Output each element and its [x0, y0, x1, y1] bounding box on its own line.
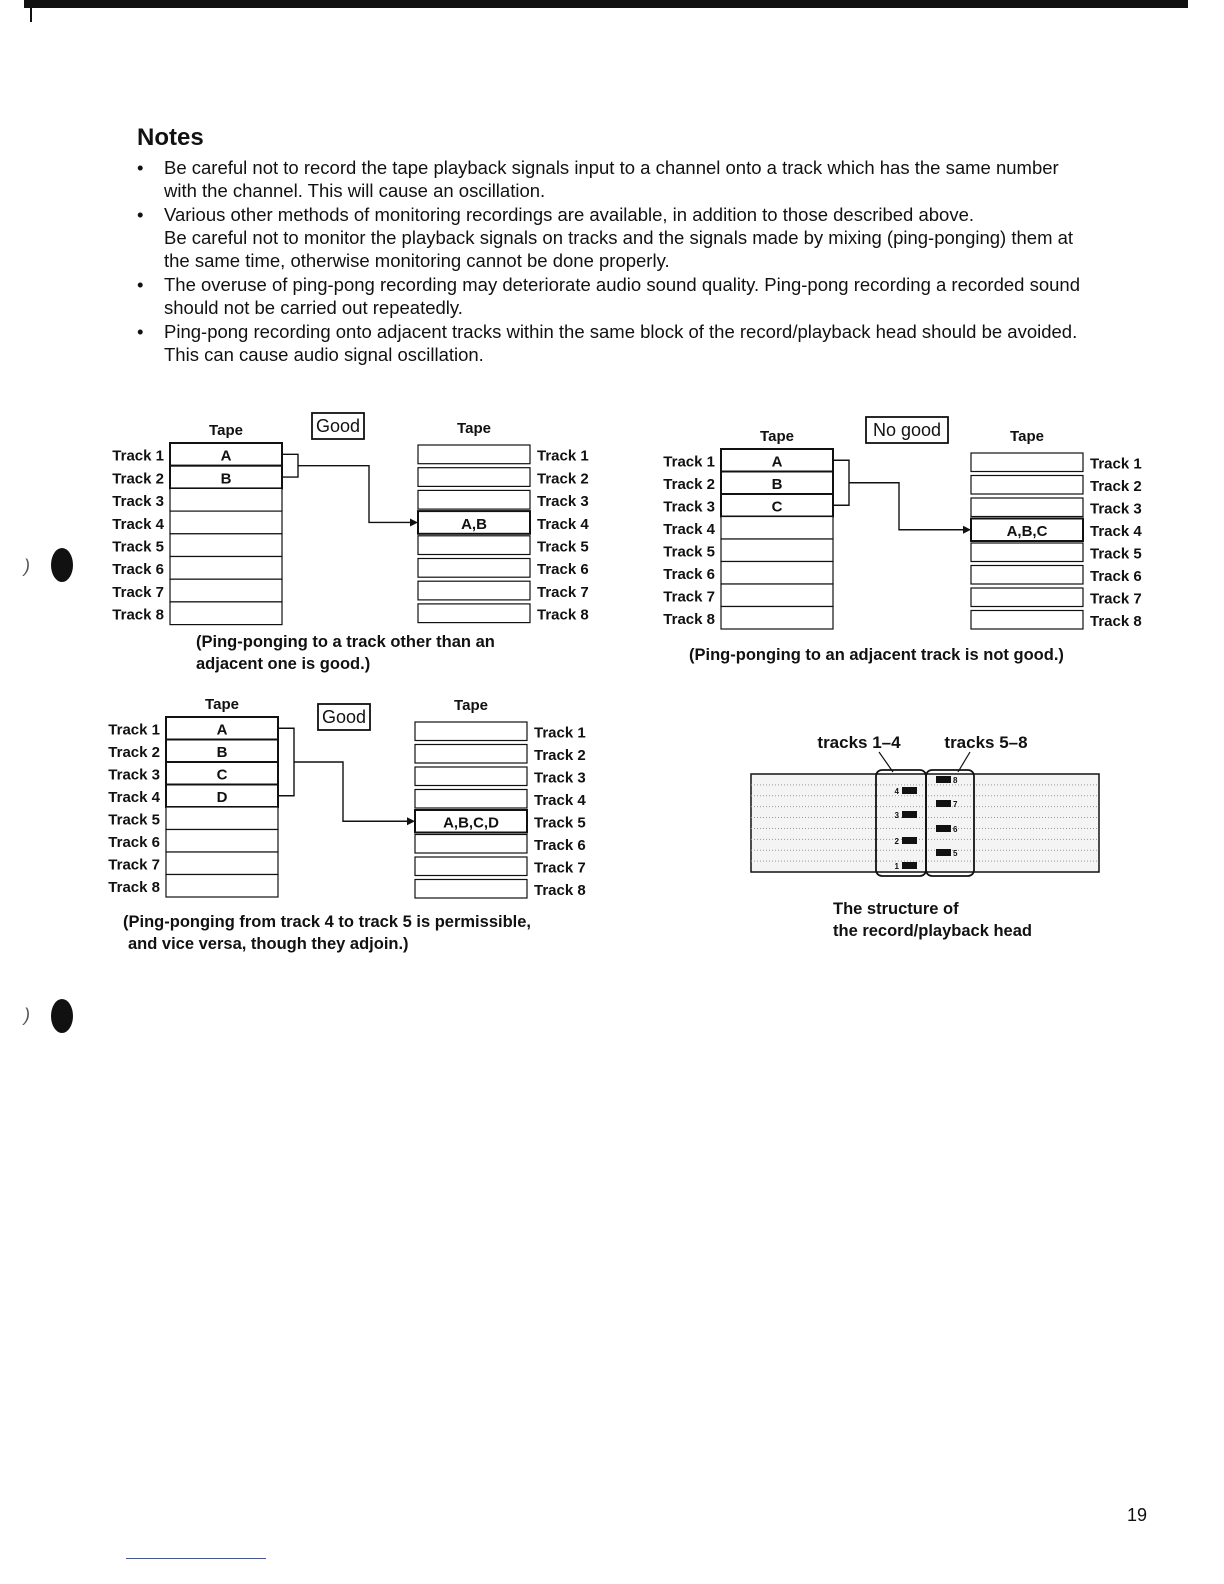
- routing-line: [298, 466, 412, 523]
- footer-rule: [126, 1558, 266, 1559]
- note-line: the same time, otherwise monitoring cannot be done properly.: [164, 250, 670, 271]
- track-label: Track 2: [1090, 478, 1142, 495]
- diagram1-caption: [196, 631, 495, 675]
- caption-line: adjacent one is good.): [196, 655, 371, 673]
- tape-label: Tape: [454, 697, 488, 714]
- dest-track-cell: [971, 476, 1083, 495]
- dest-track-cell: [971, 543, 1083, 562]
- track-label: Track 3: [663, 498, 715, 516]
- arrow-head-icon: [410, 518, 418, 526]
- track-label: Track 4: [108, 789, 160, 806]
- track-label: Track 8: [1090, 613, 1142, 630]
- track-label: Track 8: [108, 879, 160, 896]
- track-label: Track 2: [663, 476, 715, 493]
- dest-track-cell: [415, 767, 527, 786]
- source-track-cell: [166, 875, 278, 898]
- dest-track-cell: [415, 880, 527, 899]
- left-block-label: tracks 1–4: [817, 733, 901, 752]
- head-gap: [936, 776, 951, 783]
- dest-track-cell: [415, 835, 527, 854]
- track-label: Track 6: [534, 837, 586, 854]
- label-pointer: [879, 752, 893, 772]
- diagram3-caption: [123, 911, 531, 955]
- dest-track-cell: [971, 566, 1083, 585]
- source-cell-text: C: [771, 498, 783, 516]
- hole-punch-shadow: ): [24, 1005, 30, 1025]
- track-label: Track 7: [537, 583, 589, 601]
- track-label: Track 6: [108, 834, 160, 851]
- track-label: Track 6: [112, 561, 164, 579]
- source-track-cell: [170, 602, 282, 625]
- source-track-cell: [721, 517, 833, 540]
- dest-track-cell: [415, 857, 527, 876]
- track-label: Track 5: [108, 811, 160, 829]
- caption-line: The structure of: [833, 900, 959, 918]
- caption-line: the record/playback head: [833, 922, 1032, 940]
- track-label: Track 1: [663, 453, 715, 471]
- bullet-icon: •: [137, 157, 144, 178]
- track-label: Track 8: [112, 606, 164, 624]
- head-gap: [936, 825, 951, 832]
- dest-track-cell: [415, 722, 527, 741]
- caption-line: (Ping-ponging from track 4 to track 5 is permissible,: [123, 913, 532, 931]
- source-cell-text: B: [216, 744, 228, 761]
- verdict-text: Good: [315, 416, 361, 436]
- source-cell-text: A: [216, 721, 228, 739]
- gap-number: 3: [894, 811, 899, 820]
- dest-cell-text: A,B,C,D: [443, 814, 499, 832]
- track-label: Track 4: [1090, 523, 1142, 540]
- gap-number: 7: [953, 800, 958, 809]
- head-gap: [902, 787, 917, 794]
- notes-title: Notes: [137, 124, 204, 151]
- caption-line: (Ping-ponging to an adjacent track is not good.): [689, 646, 1064, 664]
- dest-track-cell: [415, 745, 527, 764]
- dest-track-cell: [418, 536, 530, 555]
- track-label: Track 2: [534, 747, 586, 764]
- source-track-cell: [170, 579, 282, 602]
- source-track-cell: [721, 539, 833, 562]
- dest-track-cell: [418, 581, 530, 600]
- bullet-icon: •: [137, 204, 144, 225]
- routing-line: [294, 762, 409, 821]
- track-label: Track 3: [537, 493, 589, 511]
- track-label: Track 3: [108, 766, 160, 784]
- track-label: Track 5: [537, 538, 589, 556]
- diagram-good-1: [112, 413, 589, 625]
- routing-line: [849, 483, 965, 530]
- source-track-cell: [166, 807, 278, 830]
- page-number: 19: [1127, 1505, 1148, 1525]
- head-gap: [936, 800, 951, 807]
- track-label: Track 2: [112, 470, 164, 488]
- dest-track-cell: [418, 604, 530, 623]
- track-label: Track 2: [108, 744, 160, 761]
- dest-cell-text: A,B,C: [1006, 523, 1048, 540]
- head-body: [751, 774, 1099, 872]
- source-track-cell: [170, 511, 282, 534]
- arrow-head-icon: [407, 817, 415, 825]
- track-label: Track 5: [112, 538, 164, 556]
- track-label: Track 8: [534, 882, 586, 899]
- track-label: Track 3: [534, 769, 586, 787]
- right-block-label: tracks 5–8: [944, 733, 1028, 752]
- dest-track-cell: [418, 559, 530, 578]
- track-label: Track 1: [534, 724, 586, 742]
- bullet-icon: •: [137, 274, 144, 295]
- track-label: Track 1: [108, 721, 160, 739]
- dest-track-cell: [971, 611, 1083, 630]
- track-label: Track 2: [537, 470, 589, 488]
- gap-number: 1: [894, 862, 899, 871]
- mix-bracket: [282, 454, 298, 477]
- source-track-cell: [721, 562, 833, 585]
- head-structure-diagram: [751, 733, 1099, 876]
- verdict-text: Good: [321, 707, 367, 727]
- dest-track-cell: [415, 790, 527, 809]
- note-line: with the channel. This will cause an oscillation.: [164, 180, 546, 201]
- note-line: Be careful not to record the tape playback signals input to a channel onto a track which has the same number: [164, 157, 1059, 178]
- source-cell-text: C: [216, 766, 228, 784]
- dest-track-cell: [971, 498, 1083, 517]
- caption-line: and vice versa, though they adjoin.): [128, 935, 409, 953]
- tape-label: Tape: [205, 696, 239, 713]
- label-pointer: [958, 752, 970, 772]
- head-gap: [902, 862, 917, 869]
- track-label: Track 3: [1090, 500, 1142, 518]
- track-label: Track 6: [537, 561, 589, 579]
- gap-number: 2: [894, 837, 899, 846]
- dest-track-cell: [418, 445, 530, 464]
- hole-punch-shadow: ): [24, 556, 30, 576]
- track-label: Track 8: [537, 606, 589, 624]
- track-label: Track 6: [1090, 568, 1142, 585]
- note-line: Be careful not to monitor the playback signals on tracks and the signals made by mixing (ping-ponging) them at: [164, 227, 1074, 248]
- track-label: Track 7: [663, 588, 715, 606]
- track-label: Track 7: [112, 583, 164, 601]
- track-label: Track 4: [112, 515, 164, 533]
- head-gap: [902, 811, 917, 818]
- source-cell-text: D: [216, 789, 228, 806]
- gap-number: 4: [894, 787, 899, 796]
- track-label: Track 7: [108, 856, 160, 874]
- arrow-head-icon: [963, 526, 971, 534]
- source-cell-text: B: [771, 476, 783, 493]
- track-label: Track 4: [534, 792, 586, 809]
- tape-label: Tape: [209, 422, 243, 439]
- track-label: Track 5: [663, 543, 715, 561]
- gap-number: 5: [953, 849, 958, 858]
- track-label: Track 4: [537, 515, 589, 533]
- verdict-text: No good: [872, 420, 942, 440]
- note-line: should not be carried out repeatedly.: [164, 297, 463, 318]
- track-label: Track 1: [1090, 455, 1142, 473]
- head-gap: [902, 837, 917, 844]
- note-line: The overuse of ping-pong recording may deteriorate audio sound quality. Ping-pong recording a recorded sound: [164, 274, 1080, 295]
- caption-line: (Ping-ponging to a track other than an: [196, 633, 495, 651]
- source-track-cell: [170, 488, 282, 511]
- dest-track-cell: [971, 453, 1083, 472]
- dest-track-cell: [971, 588, 1083, 607]
- note-line: Ping-pong recording onto adjacent tracks within the same block of the record/playback head should be avoided.: [164, 321, 1078, 342]
- source-track-cell: [166, 830, 278, 853]
- diagram-no-good: [663, 417, 1142, 630]
- track-label: Track 5: [1090, 545, 1142, 563]
- dest-cell-text: A,B: [461, 515, 487, 533]
- mix-bracket: [833, 460, 849, 505]
- track-label: Track 5: [534, 814, 586, 832]
- source-cell-text: B: [220, 470, 232, 488]
- note-line: This can cause audio signal oscillation.: [164, 344, 484, 365]
- track-label: Track 6: [663, 566, 715, 583]
- tape-label: Tape: [760, 428, 794, 445]
- track-label: Track 1: [112, 447, 164, 465]
- track-label: Track 3: [112, 493, 164, 511]
- track-label: Track 7: [534, 859, 586, 877]
- track-label: Track 1: [537, 447, 589, 465]
- source-track-cell: [721, 584, 833, 607]
- gap-number: 8: [953, 776, 958, 785]
- source-track-cell: [170, 557, 282, 580]
- track-label: Track 8: [663, 611, 715, 628]
- source-track-cell: [166, 852, 278, 875]
- dest-track-cell: [418, 468, 530, 487]
- mix-bracket: [278, 728, 294, 796]
- tape-label: Tape: [1010, 428, 1044, 445]
- note-line: Various other methods of monitoring recordings are available, in addition to those described above.: [164, 204, 975, 225]
- track-label: Track 7: [1090, 590, 1142, 608]
- head-caption: [833, 898, 1032, 942]
- diagram2-caption: [689, 644, 1064, 666]
- track-label: Track 4: [663, 521, 715, 538]
- dest-track-cell: [418, 490, 530, 509]
- gap-number: 6: [953, 825, 958, 834]
- diagram-good-2: [108, 696, 586, 899]
- source-cell-text: A: [220, 447, 232, 465]
- source-track-cell: [721, 607, 833, 630]
- source-cell-text: A: [771, 453, 783, 471]
- tape-label: Tape: [457, 420, 491, 437]
- head-gap: [936, 849, 951, 856]
- source-track-cell: [170, 534, 282, 557]
- bullet-icon: •: [137, 321, 144, 342]
